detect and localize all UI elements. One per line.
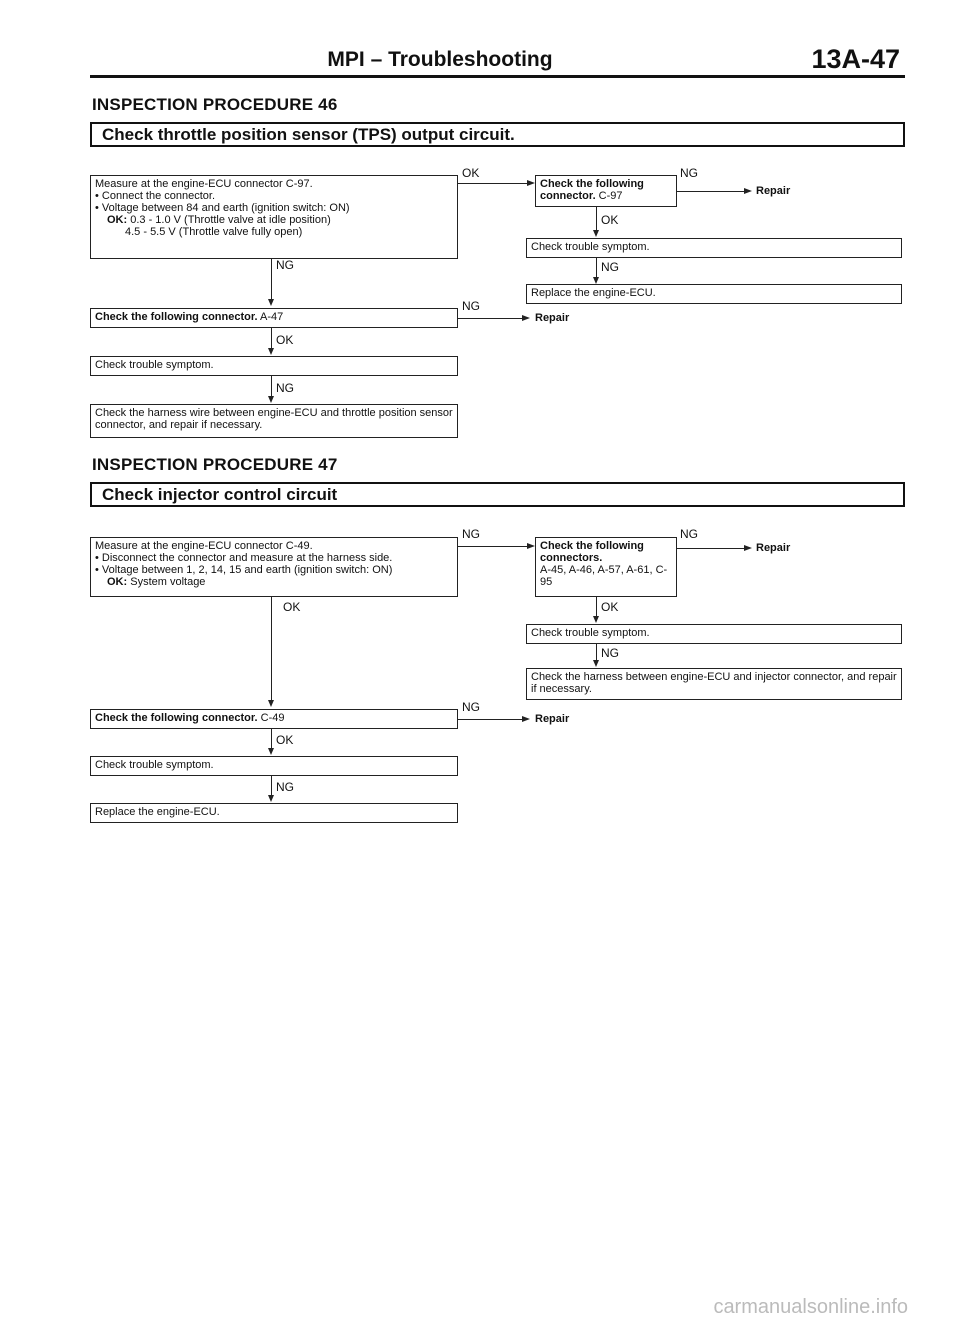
proc46-measure-line1: Measure at the engine-ECU connector C-97.	[95, 178, 313, 190]
proc46-arrow-head-3	[522, 315, 530, 321]
proc47-arrow-head-2	[744, 545, 752, 551]
watermark: carmanualsonline.info	[713, 1296, 908, 1318]
header-rule	[90, 75, 905, 78]
proc47-ok-line	[95, 576, 453, 588]
proc46-ok-label-1: OK	[462, 166, 480, 180]
proc46-arrow-head-1	[527, 180, 535, 186]
page-header-title: MPI – Troubleshooting	[327, 48, 553, 71]
proc46-repair-1: Repair	[756, 185, 791, 197]
proc46-arrowdown-l1	[268, 299, 274, 306]
proc47-harness-right-box	[526, 668, 902, 700]
proc46-ng-label-4: NG	[462, 299, 480, 313]
proc47-arrowdown-l2	[268, 748, 274, 755]
proc46-measure-line2: • Connect the connector.	[95, 190, 216, 202]
proc47-vline-l1	[271, 597, 272, 703]
proc47-trouble-right: Check trouble symptom.	[531, 627, 650, 639]
proc46-repair-2: Repair	[535, 312, 570, 324]
proc46-measure-line3: • Voltage between 84 and earth (ignition switch: ON)	[95, 202, 350, 214]
proc47-check-conn-left-bold: Check the following connector.	[95, 712, 258, 724]
proc47-harness-right: Check the harness between engine-ECU and injector connector, and repair if necessary.	[531, 671, 897, 695]
proc46-ok-value1: 0.3 - 1.0 V (Throttle valve at idle position)	[127, 214, 331, 226]
proc47-ok-label: OK:	[107, 576, 128, 588]
proc46-trouble-right: Check trouble symptom.	[531, 241, 650, 253]
proc47-arrowdown-r1	[593, 616, 599, 623]
proc47-trouble-right-box	[526, 624, 902, 644]
proc46-arrow-line-2	[677, 191, 747, 192]
proc47-ng-label-3: NG	[601, 646, 619, 660]
proc46-trouble-left: Check trouble symptom.	[95, 359, 214, 371]
proc46-arrowdown-l3	[268, 396, 274, 403]
proc47-title: Check injector control circuit	[102, 485, 338, 504]
page-number: 13A-47	[811, 44, 900, 74]
proc47-title-box	[90, 482, 905, 507]
proc47-arrowdown-r2	[593, 660, 599, 667]
proc47-ng-label-2: NG	[680, 527, 698, 541]
proc47-measure-line2: • Disconnect the connector and measure at the harness side.	[95, 552, 393, 564]
proc46-arrowdown-r2	[593, 277, 599, 284]
proc46-title: Check throttle position sensor (TPS) output circuit.	[102, 125, 515, 144]
proc47-measure-line1: Measure at the engine-ECU connector C-49.	[95, 540, 313, 552]
proc47-ng-label-4: NG	[462, 700, 480, 714]
proc47-trouble-left-box	[90, 756, 458, 776]
proc46-arrowdown-r1	[593, 230, 599, 237]
proc47-repair-1: Repair	[756, 542, 791, 554]
proc46-ok-line1	[95, 214, 453, 226]
proc47-replace-ecu-box	[90, 803, 458, 823]
proc47-measure-box	[90, 537, 458, 597]
proc46-ng-label-5: NG	[276, 381, 294, 395]
proc47-replace-ecu: Replace the engine-ECU.	[95, 806, 220, 818]
proc46-check-conn-right-bold: Check the following connector.	[540, 178, 644, 202]
proc46-ok-label-2: OK	[601, 213, 619, 227]
proc47-arrow-line-2	[677, 548, 747, 549]
proc46-arrowdown-l2	[268, 348, 274, 355]
proc46-heading: INSPECTION PROCEDURE 46	[92, 95, 338, 114]
proc46-ok-label: OK:	[107, 214, 128, 226]
proc46-harness-box	[90, 404, 458, 438]
proc46-replace-ecu: Replace the engine-ECU.	[531, 287, 656, 299]
proc46-ng-label-1: NG	[680, 166, 698, 180]
proc47-arrow-line-3	[458, 719, 525, 720]
proc46-vline-l1	[271, 259, 272, 302]
proc47-ok-value: System voltage	[127, 576, 206, 588]
proc46-ok-label-3: OK	[276, 333, 294, 347]
proc47-check-conns-right-bold: Check the following connectors.	[540, 540, 644, 564]
proc46-check-conn-left-box	[90, 308, 458, 328]
proc47-trouble-left: Check trouble symptom.	[95, 759, 214, 771]
proc46-replace-ecu-box	[526, 284, 902, 304]
proc47-arrow-line-1	[458, 546, 530, 547]
proc47-check-conns-right-box	[535, 537, 677, 597]
proc46-ok-line2: 4.5 - 5.5 V (Throttle valve fully open)	[125, 226, 303, 238]
proc47-arrow-head-3	[522, 716, 530, 722]
proc47-heading: INSPECTION PROCEDURE 47	[92, 455, 338, 474]
proc47-check-conns-right-rest: A-45, A-46, A-57, A-61, C-95	[540, 564, 668, 588]
proc46-ng-label-3: NG	[276, 258, 294, 272]
proc47-measure-line3: • Voltage between 1, 2, 14, 15 and earth (ignition switch: ON)	[95, 564, 393, 576]
proc47-repair-2: Repair	[535, 713, 570, 725]
proc47-ng-label-5: NG	[276, 780, 294, 794]
proc46-check-conn-right-rest: C-97	[595, 190, 623, 202]
proc47-arrowdown-l3	[268, 795, 274, 802]
proc47-arrow-head-1	[527, 543, 535, 549]
proc46-trouble-left-box	[90, 356, 458, 376]
proc46-arrow-head-2	[744, 188, 752, 194]
proc46-trouble-right-box	[526, 238, 902, 258]
proc46-arrow-line-1	[458, 183, 530, 184]
proc46-arrow-line-3	[458, 318, 525, 319]
proc46-harness: Check the harness wire between engine-ECU and throttle position sensor connector, and repair if necessary.	[95, 407, 453, 431]
proc47-ok-label-1: OK	[601, 600, 619, 614]
proc47-arrowdown-l1	[268, 700, 274, 707]
proc46-check-conn-left-bold: Check the following connector.	[95, 311, 258, 323]
proc46-measure-box	[90, 175, 458, 259]
proc46-title-box	[90, 122, 905, 147]
proc46-ng-label-2: NG	[601, 260, 619, 274]
proc47-ok-label-2: OK	[283, 600, 301, 614]
proc46-check-conn-left-rest: A-47	[257, 311, 284, 323]
proc46-check-conn-right-box	[535, 175, 677, 207]
proc47-check-conn-left-rest: C-49	[257, 712, 285, 724]
proc47-ng-label-1: NG	[462, 527, 480, 541]
proc47-ok-label-3: OK	[276, 733, 294, 747]
proc47-check-conn-left-box	[90, 709, 458, 729]
